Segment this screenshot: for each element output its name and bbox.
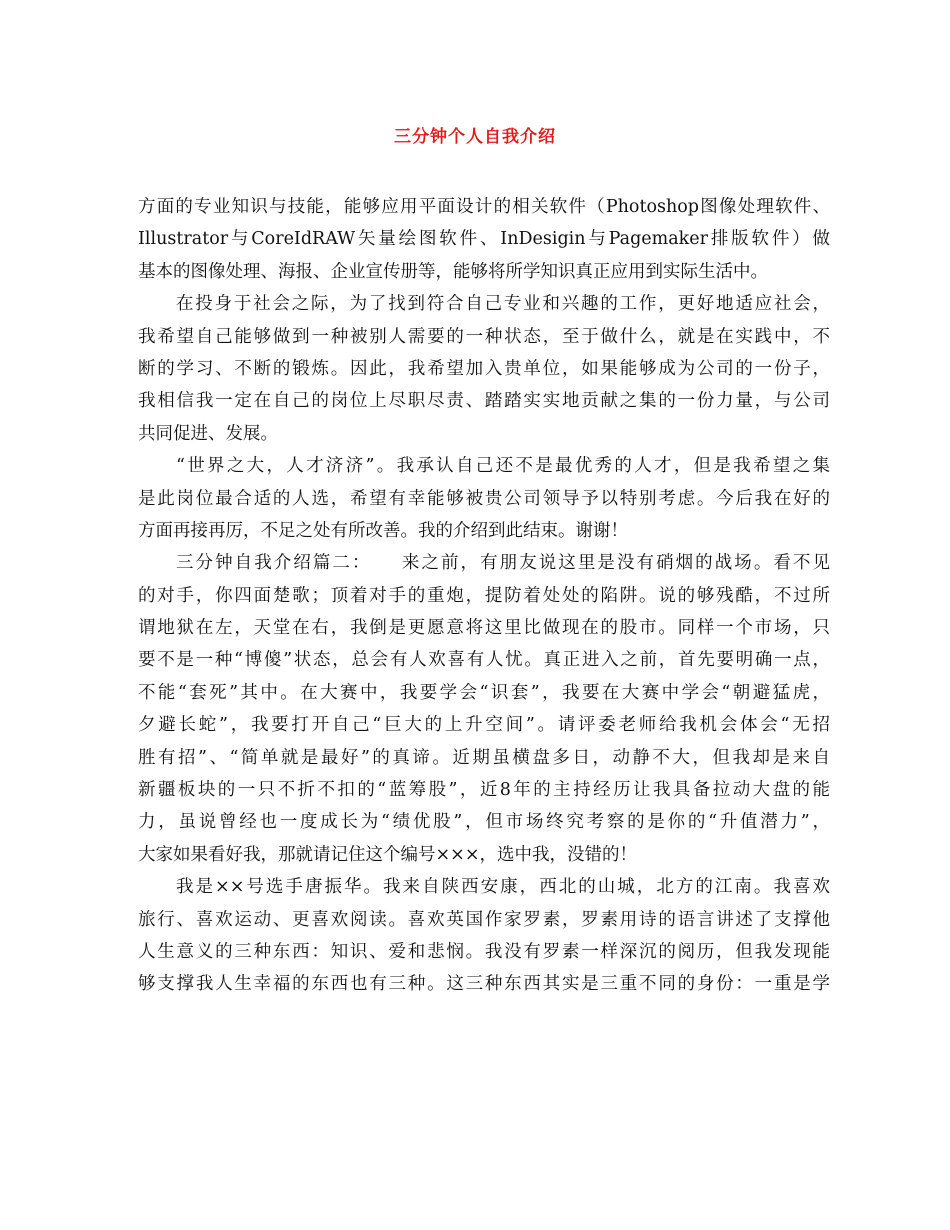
- text-line: “世界之大，人才济济”。我承认自己还不是最优秀的人才，但是我希望之集: [176, 456, 830, 477]
- text-line: 三分钟自我介绍篇二： 来之前，有朋友说这里是没有硝烟的战场。看不见: [176, 553, 830, 574]
- text-line: 人生意义的三种东西：知识、爱和悲悯。我没有罗素一样深沉的阅历，但我发现能: [138, 941, 830, 962]
- text-line: 要不是一种“博傻”状态，总会有人欢喜有人忧。真正进入之前，首先要明确一点，: [138, 650, 830, 671]
- text-line: 断的学习、不断的锻炼。因此，我希望加入贵单位，如果能够成为公司的一份子，: [138, 358, 830, 379]
- document-title: 三分钟个人自我介绍: [394, 127, 556, 147]
- text-line: 大家如果看好我，那就请记住这个编号×××，选中我，没错的！: [138, 844, 637, 865]
- text-line: 胜有招”、“简单就是最好”的真谛。近期虽横盘多日，动静不大，但我却是来自: [138, 747, 830, 768]
- text-line: 夕避长蛇”，我要打开自己“巨大的上升空间”。请评委老师给我机会体会“无招: [138, 715, 830, 736]
- text-line: 谓地狱在左，天堂在右，我倒是更愿意将这里比做现在的股市。同样一个市场，只: [138, 618, 830, 639]
- text-line: 我是××号选手唐振华。我来自陕西安康，西北的山城，北方的江南。我喜欢: [176, 877, 830, 898]
- document-body: [138, 191, 830, 1001]
- text-line: 旅行、喜欢运动、更喜欢阅读。喜欢英国作家罗素，罗素用诗的语言讲述了支撑他: [138, 909, 830, 930]
- text-line: 方面的专业知识与技能，能够应用平面设计的相关软件（Photoshop图像处理软件、: [138, 197, 830, 217]
- text-line: 力，虽说曾经也一度成长为“绩优股”，但市场终究考察的是你的“升值潜力”，: [138, 812, 830, 833]
- text-line: 共同促进、发展。: [138, 423, 278, 444]
- text-line: 方面再接再厉，不足之处有所改善。我的介绍到此结束。谢谢！: [138, 520, 628, 541]
- text-line: 的对手，你四面楚歌；顶着对手的重炮，提防着处处的陷阱。说的够残酷，不过所: [138, 585, 830, 606]
- text-line: 我相信我一定在自己的岗位上尽职尽责、踏踏实实地贡献之集的一份力量，与公司: [138, 391, 830, 412]
- text-line: Illustrator与CoreIdRAW矢量绘图软件、InDesigin与Pagemaker排版软件）做: [138, 229, 830, 250]
- text-line: 在投身于社会之际，为了找到符合自己专业和兴趣的工作，更好地适应社会，: [176, 294, 830, 315]
- text-line: 基本的图像处理、海报、企业宣传册等，能够将所学知识真正应用到实际生活中。: [138, 261, 768, 282]
- text-line: 我希望自己能够做到一种被别人需要的一种状态，至于做什么，就是在实践中，不: [138, 326, 830, 347]
- text-line: 是此岗位最合适的人选，希望有幸能够被贵公司领导予以特别考虑。今后我在好的: [138, 488, 830, 509]
- text-line: 新疆板块的一只不折不扣的“蓝筹股”，近8年的主持经历让我具备拉动大盘的能: [138, 780, 830, 801]
- text-line: 够支撑我人生幸福的东西也有三种。这三种东西其实是三重不同的身份：一重是学: [138, 974, 830, 995]
- text-line: 不能“套死”其中。在大赛中，我要学会“识套”，我要在大赛中学会“朝避猛虎，: [138, 682, 830, 703]
